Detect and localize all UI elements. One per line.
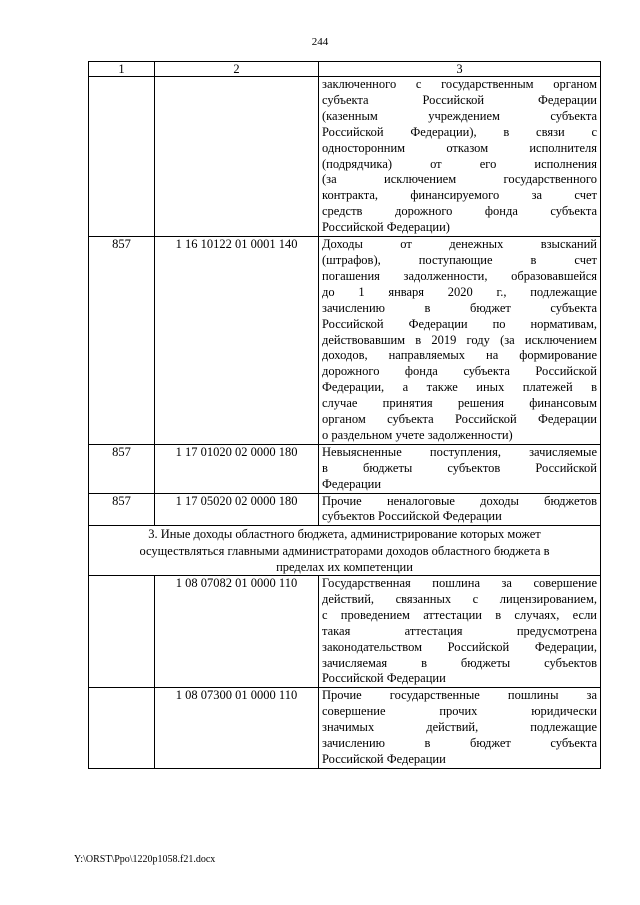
description-line: Российской Федерации), в связи с (322, 124, 597, 139)
description-line: в бюджеты субъектов Российской (322, 460, 597, 475)
revenue-code (155, 77, 319, 237)
section-row (89, 526, 601, 576)
revenue-description (319, 493, 601, 526)
description-line: субъектов Российской Федерации (322, 509, 502, 524)
description-line: действий, связанных с лицензированием, (322, 591, 597, 606)
description-line: с проведением аттестации в случаях, если (322, 607, 597, 622)
description-line: погашения задолженности, образовавшейся (322, 268, 597, 283)
revenue-description (319, 444, 601, 493)
administrator-code (89, 575, 155, 687)
description-line: заключенного с государственным органом (322, 77, 597, 91)
description-line: средств дорожного фонда субъекта (322, 204, 597, 219)
revenue-code: 1 17 01020 02 0000 180 (155, 444, 319, 493)
revenue-code: 1 08 07082 01 0000 110 (155, 575, 319, 687)
description-line: (казенным учреждением субъекта (322, 108, 597, 123)
description-line: зачислению в бюджет субъекта (322, 300, 597, 315)
revenue-table (88, 61, 601, 769)
description-line: доходов, направляемых на формирование (322, 348, 597, 363)
description-line: субъекта Российской Федерации (322, 92, 597, 107)
description-line: зачисляемая в бюджеты субъектов (322, 655, 597, 670)
administrator-code (89, 688, 155, 769)
section-heading-line: пределах их компетенции (276, 559, 413, 574)
description-line: Федерации (322, 476, 382, 491)
table-row (89, 493, 601, 526)
administrator-code (89, 77, 155, 237)
description-line: значимых действий, подлежащие (322, 720, 597, 735)
description-line: случае принятия решения финансовым (322, 396, 597, 411)
administrator-code: 857 (89, 444, 155, 493)
section-heading (89, 526, 601, 576)
description-line: законодательством Российской Федерации, (322, 639, 597, 654)
description-line: зачислению в бюджет субъекта (322, 736, 597, 751)
header-col-2: 2 (155, 62, 319, 77)
page-number: 244 (311, 36, 329, 48)
description-line: Невыясненные поступления, зачисляемые (322, 444, 597, 459)
description-line: такая аттестация предусмотрена (322, 623, 597, 638)
description-line: до 1 января 2020 г., подлежащие (322, 284, 597, 299)
description-line: (подрядчика) от его исполнения (322, 156, 597, 171)
description-line: (штрафов), поступающие в счет (322, 252, 597, 267)
description-line: Доходы от денежных взысканий (322, 237, 597, 252)
administrator-code: 857 (89, 237, 155, 445)
description-line: Федерации, а также иных платежей в (322, 380, 597, 395)
section-heading-line: 3. Иные доходы областного бюджета, администрирование которых может (148, 527, 541, 542)
administrator-code: 857 (89, 493, 155, 526)
description-line: Российской Федерации по нормативам, (322, 316, 597, 331)
description-line: Российской Федерации (322, 751, 446, 766)
description-line: контракта, финансируемого за счет (322, 188, 597, 203)
header-col-1: 1 (89, 62, 155, 77)
revenue-description (319, 77, 601, 237)
description-line: (за исключением государственного (322, 172, 597, 187)
description-line: органом субъекта Российской Федерации (322, 412, 597, 427)
description-line: действовавшим в 2019 году (за исключением (322, 332, 597, 347)
description-line: Российской Федерации) (322, 220, 450, 235)
description-line: односторонним отказом исполнителя (322, 140, 597, 155)
description-line: Государственная пошлина за совершение (322, 575, 597, 590)
description-line: Прочие государственные пошлины за (322, 688, 597, 703)
table-row (89, 575, 601, 687)
revenue-code: 1 17 05020 02 0000 180 (155, 493, 319, 526)
revenue-description (319, 575, 601, 687)
revenue-code: 1 16 10122 01 0001 140 (155, 237, 319, 445)
description-line: дорожного фонда субъекта Российской (322, 364, 597, 379)
table-row (89, 237, 601, 445)
section-heading-line: осуществляться главными администраторами доходов областного бюджета в (139, 543, 550, 558)
file-path-footer: Y:\ORST\Ppo\1220p1058.f21.docx (74, 854, 216, 865)
table-row (89, 444, 601, 493)
revenue-code: 1 08 07300 01 0000 110 (155, 688, 319, 769)
description-line: совершение прочих юридически (322, 704, 597, 719)
description-line: Российской Федерации (322, 671, 446, 686)
description-line: о раздельном учете задолженности) (322, 427, 513, 442)
revenue-description (319, 237, 601, 445)
table-header-row (89, 62, 601, 77)
header-col-3: 3 (319, 62, 601, 77)
table-row (89, 688, 601, 769)
table-row (89, 77, 601, 237)
revenue-description (319, 688, 601, 769)
description-line: Прочие неналоговые доходы бюджетов (322, 493, 597, 508)
